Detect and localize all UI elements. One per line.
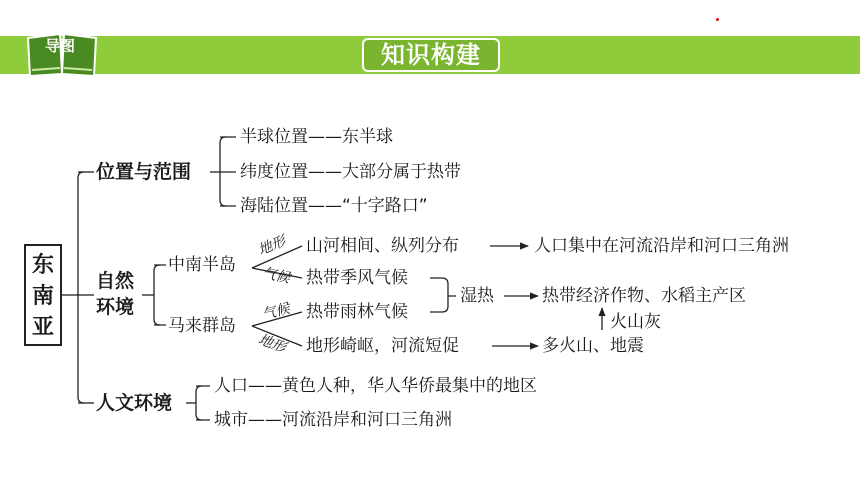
malay-climate-tag: 气候	[260, 300, 292, 324]
zhongnan-label: 中南半岛	[168, 255, 236, 275]
nature-label-line1: 自然	[96, 270, 135, 292]
nature-label-line2: 环境	[96, 296, 135, 318]
root-node	[24, 244, 62, 346]
location-item: 半球位置——东半球	[240, 127, 393, 147]
zhongnan-terrain: 山河相间、纵列分布	[306, 236, 459, 256]
main-brace	[78, 172, 84, 403]
humid-heat-label: 湿热	[460, 286, 494, 306]
humid-brace	[430, 278, 448, 312]
volcanic-ash-label: 火山灰	[610, 312, 661, 332]
malay-climate: 热带雨林气候	[306, 302, 408, 322]
zhongnan-terrain-tag: 地形	[256, 233, 288, 259]
human-item: 人口——黄色人种，华人华侨最集中的地区	[214, 376, 537, 396]
guide-badge-label: 导图	[44, 37, 75, 55]
zhongnan-terrain-result: 人口集中在河流沿岸和河口三角洲	[534, 236, 789, 256]
location-label: 位置与范围	[96, 161, 192, 183]
human-brace	[196, 386, 202, 420]
nature-brace	[154, 265, 160, 325]
zhongnan-climate: 热带季风气候	[306, 268, 408, 288]
malay-terrain: 地形崎岖，河流短促	[306, 336, 459, 356]
malay-label: 马来群岛	[168, 316, 236, 336]
location-item: 纬度位置——大部分属于热带	[240, 162, 461, 182]
human-label: 人文环境	[96, 392, 173, 414]
location-item: 海陆位置——“十字路口”	[240, 196, 428, 216]
malay-terrain-result: 多火山、地震	[542, 336, 644, 356]
zhongnan-climate-tag: 气候	[260, 265, 292, 287]
crops-label: 热带经济作物、水稻主产区	[542, 286, 746, 306]
root-label: 东南亚	[31, 253, 54, 340]
malay-terrain-tag: 地形	[256, 331, 288, 357]
page-title: 知识构建	[362, 38, 500, 72]
human-item: 城市——河流沿岸和河口三角洲	[214, 410, 452, 430]
